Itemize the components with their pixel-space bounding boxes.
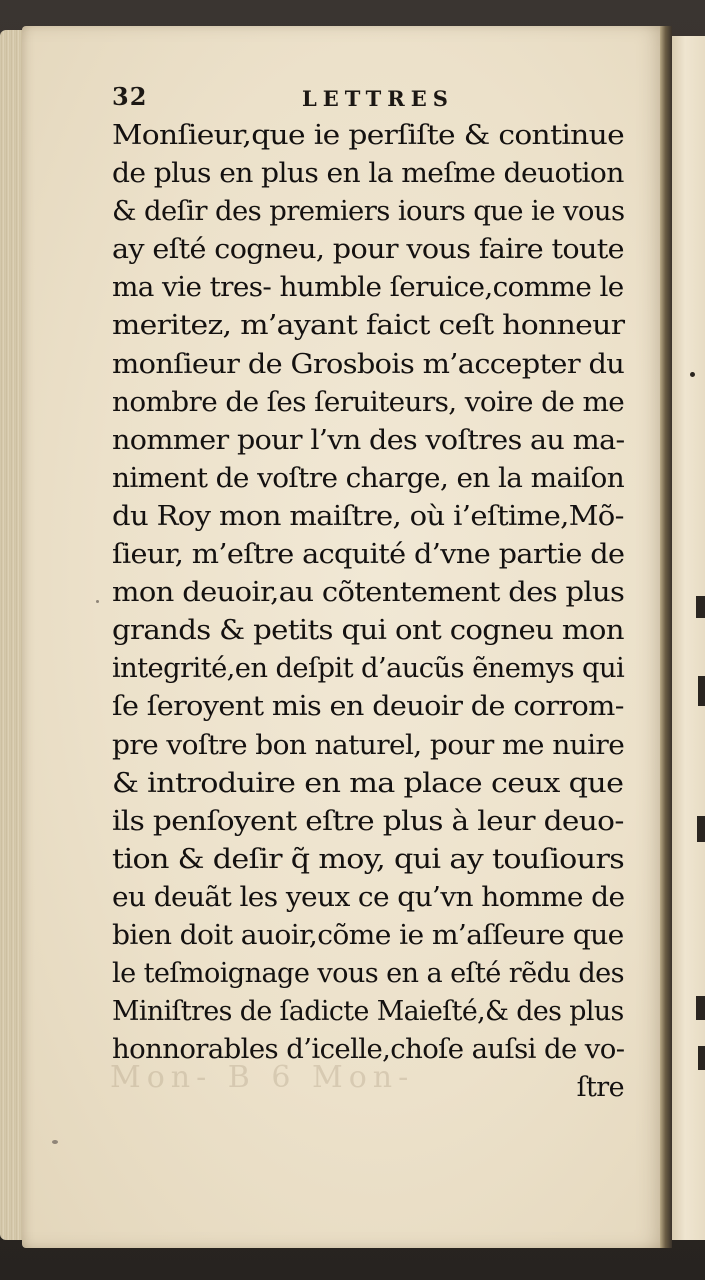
text-line: & introduire en ma place ceux que — [112, 767, 624, 799]
catchword: ſtre — [576, 1072, 624, 1104]
text-line: integrité,en deſpit d’aucũs ẽnemys qui — [112, 653, 625, 685]
text-line: ma vie tres- humble ſeruice,comme le — [112, 272, 624, 304]
text-line: nommer pour l’vn des voſtres au ma- — [112, 424, 625, 456]
text-line: le teſmoignage vous en a eſté rẽdu des — [112, 958, 624, 990]
facing-page-ink-marks — [672, 36, 705, 1240]
paper-speck — [96, 600, 99, 603]
text-line: ay eſté cogneu, pour vous faire toute — [112, 234, 624, 266]
paper-speck — [52, 1140, 58, 1144]
text-line: bien doit auoir,cõme ie m’aſſeure que — [112, 919, 624, 951]
text-line: honnorables d’icelle,choſe auſsi de vo- — [112, 1034, 625, 1066]
text-line: ſieur, m’eſtre acquité d’vne partie de — [112, 539, 625, 571]
text-line: eu deuãt les yeux ce qu’vn homme de — [112, 881, 625, 913]
text-line: de plus en plus en la meſme deuotion — [112, 158, 624, 190]
text-line: pre voſtre bon naturel, pour me nuire — [112, 729, 625, 761]
running-head: LETTRES — [302, 86, 454, 111]
text-line: mon deuoir,au cõtentement des plus — [112, 577, 625, 609]
text-line: tion & deſir q̃ moy, qui ay touſiours — [112, 843, 625, 875]
text-line: ils penſoyent eſtre plus à leur deuo- — [112, 805, 624, 837]
text-line: monſieur de Grosbois m’accepter du — [112, 348, 625, 380]
text-line: ſe ſeroyent mis en deuoir de corrom- — [112, 691, 624, 723]
page-header — [112, 82, 632, 112]
text-line: niment de voſtre charge, en la maiſon — [112, 462, 625, 494]
text-line: du Roy mon maiſtre, où i’eſtime,Mõ- — [112, 500, 624, 532]
body-text — [112, 117, 624, 1107]
text-line: Miniſtres de ſadicte Maieſté,& des plus — [112, 996, 624, 1028]
text-line: Monſieur,que ie perſiſte & continue — [112, 120, 625, 151]
text-line: nombre de ſes ſeruiteurs, voire de me — [112, 386, 625, 418]
show-through-text: Mon- B 6 Mon- — [110, 1060, 415, 1095]
text-line: & deſir des premiers iours que ie vous — [112, 196, 625, 228]
text-line: grands & petits qui ont cogneu mon — [112, 615, 624, 647]
page-number: 32 — [112, 82, 148, 111]
facing-page-edge — [672, 36, 705, 1240]
text-line: meritez, m’ayant faict ceſt honneur — [112, 310, 625, 342]
